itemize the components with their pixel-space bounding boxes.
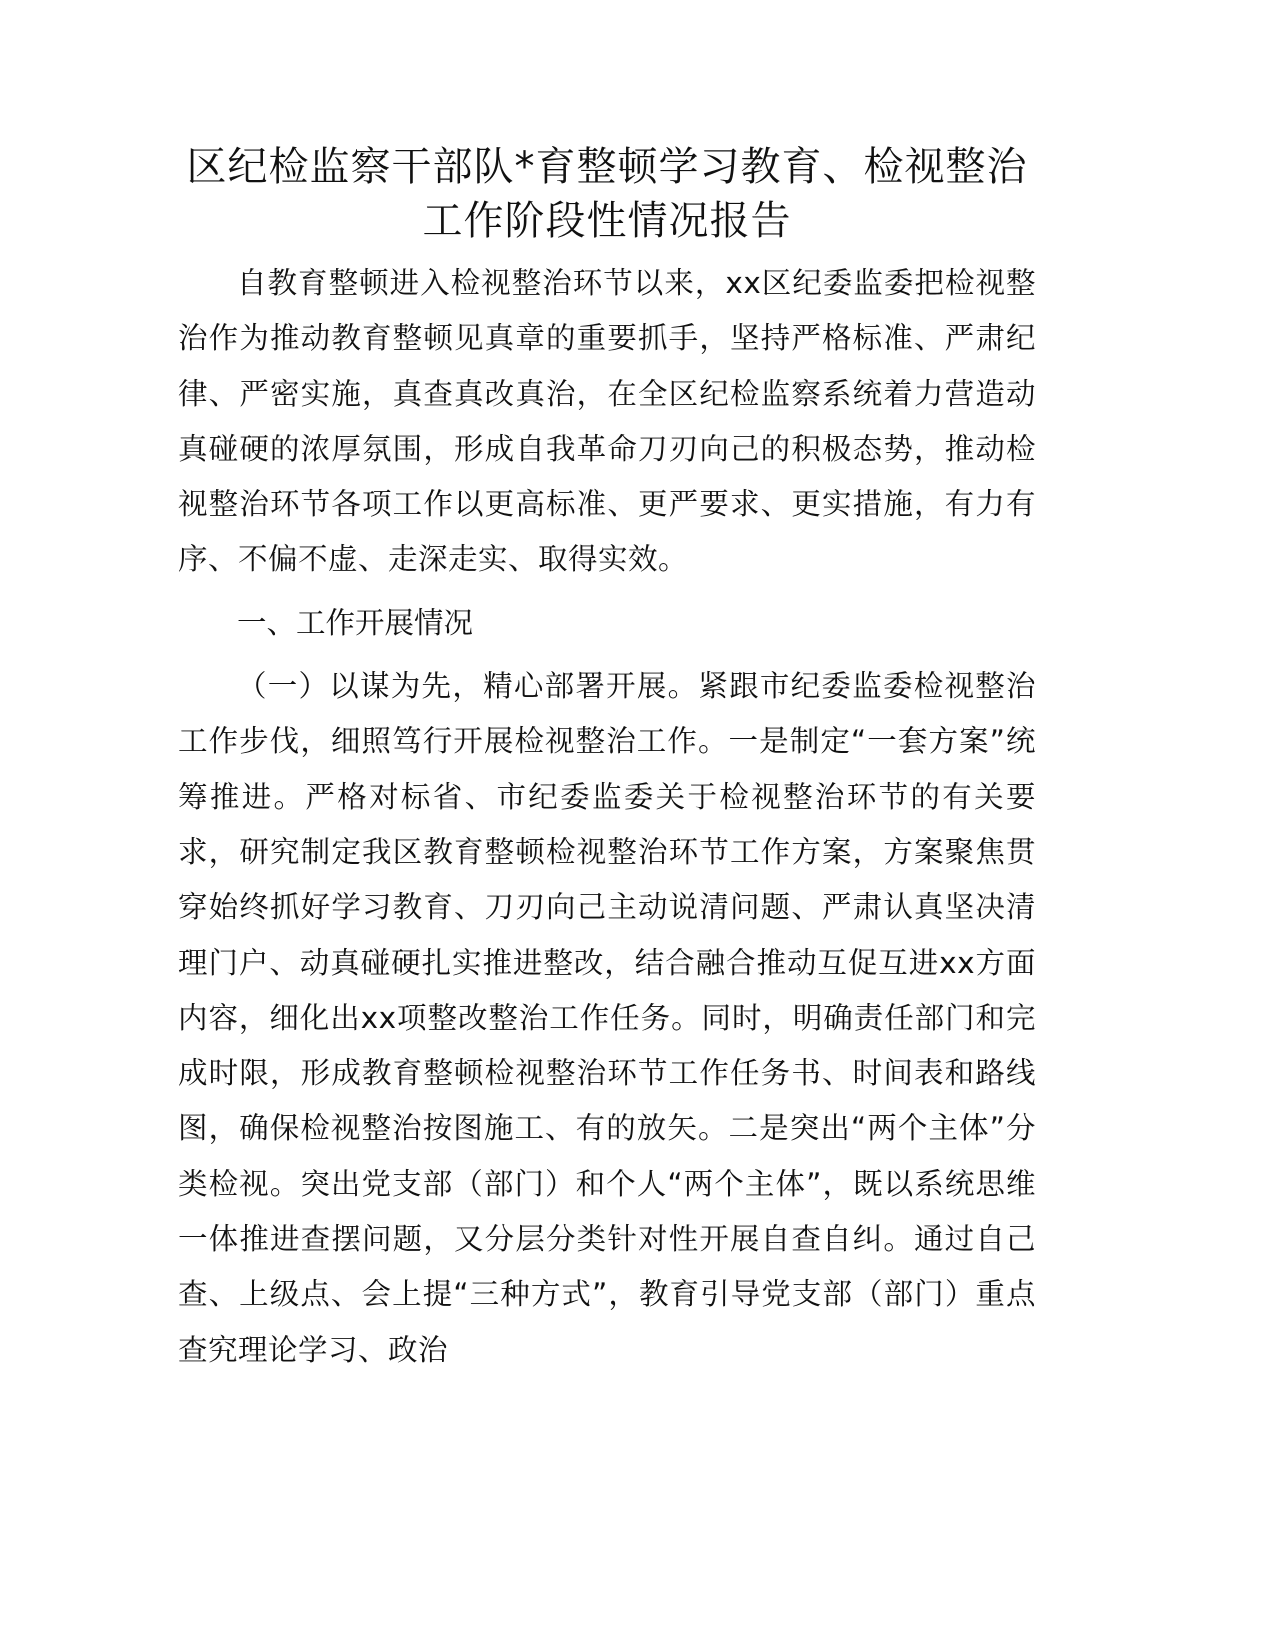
document-page — [178, 140, 1036, 1378]
section-heading: 一、工作开展情况 — [237, 605, 474, 640]
intro-paragraph: 自教育整顿进入检视整治环节以来，xx区纪委监委把检视整治作为推动教育整顿见真章的重要抓手，坚持严格标准、严肃纪律、严密实施，真查真改真治，在全区纪检监察系统着力营造动真碰硬的浓厚氛围，形成自我革命刀刃向己的积极态势，推动检视整治环节各项工作以更高标准、更严要求、更实措施，有力有序、不偏不虚、走深走实、取得实效。 — [178, 266, 1036, 577]
title-line-1: 区纪检监察干部队*育整顿学习教育、检视整治 — [186, 144, 1028, 190]
section-paragraph: （一）以谋为先，精心部署开展。紧跟市纪委监委检视整治工作步伐，细照笃行开展检视整治工作。一是制定“一套方案”统筹推进。严格对标省、市纪委监委关于检视整治环节的有关要求，研究制定我区教育整顿检视整治环节工作方案，方案聚焦贯穿始终抓好学习教育、刀刃向己主动说清问题、严肃认真坚决清理门户、动真碰硬扎实推进整改，结合融合推动互促互进xx方面内容，细化出xx项整改整治工作任务。同时，明确责任部门和完成时限，形成教育整顿检视整治环节工作任务书、时间表和路线图，确保检视整治按图施工、有的放矢。二是突出“两个主体”分类检视。突出党支部（部门）和个人“两个主体”，既以系统思维一体推进查摆问题，又分层分类针对性开展自查自纠。通过自己查、上级点、会上提“三种方式”，教育引导党支部（部门）重点查究理论学习、政治 — [178, 669, 1036, 1367]
document-title — [178, 140, 1036, 248]
title-line-2: 工作阶段性情况报告 — [422, 198, 792, 244]
